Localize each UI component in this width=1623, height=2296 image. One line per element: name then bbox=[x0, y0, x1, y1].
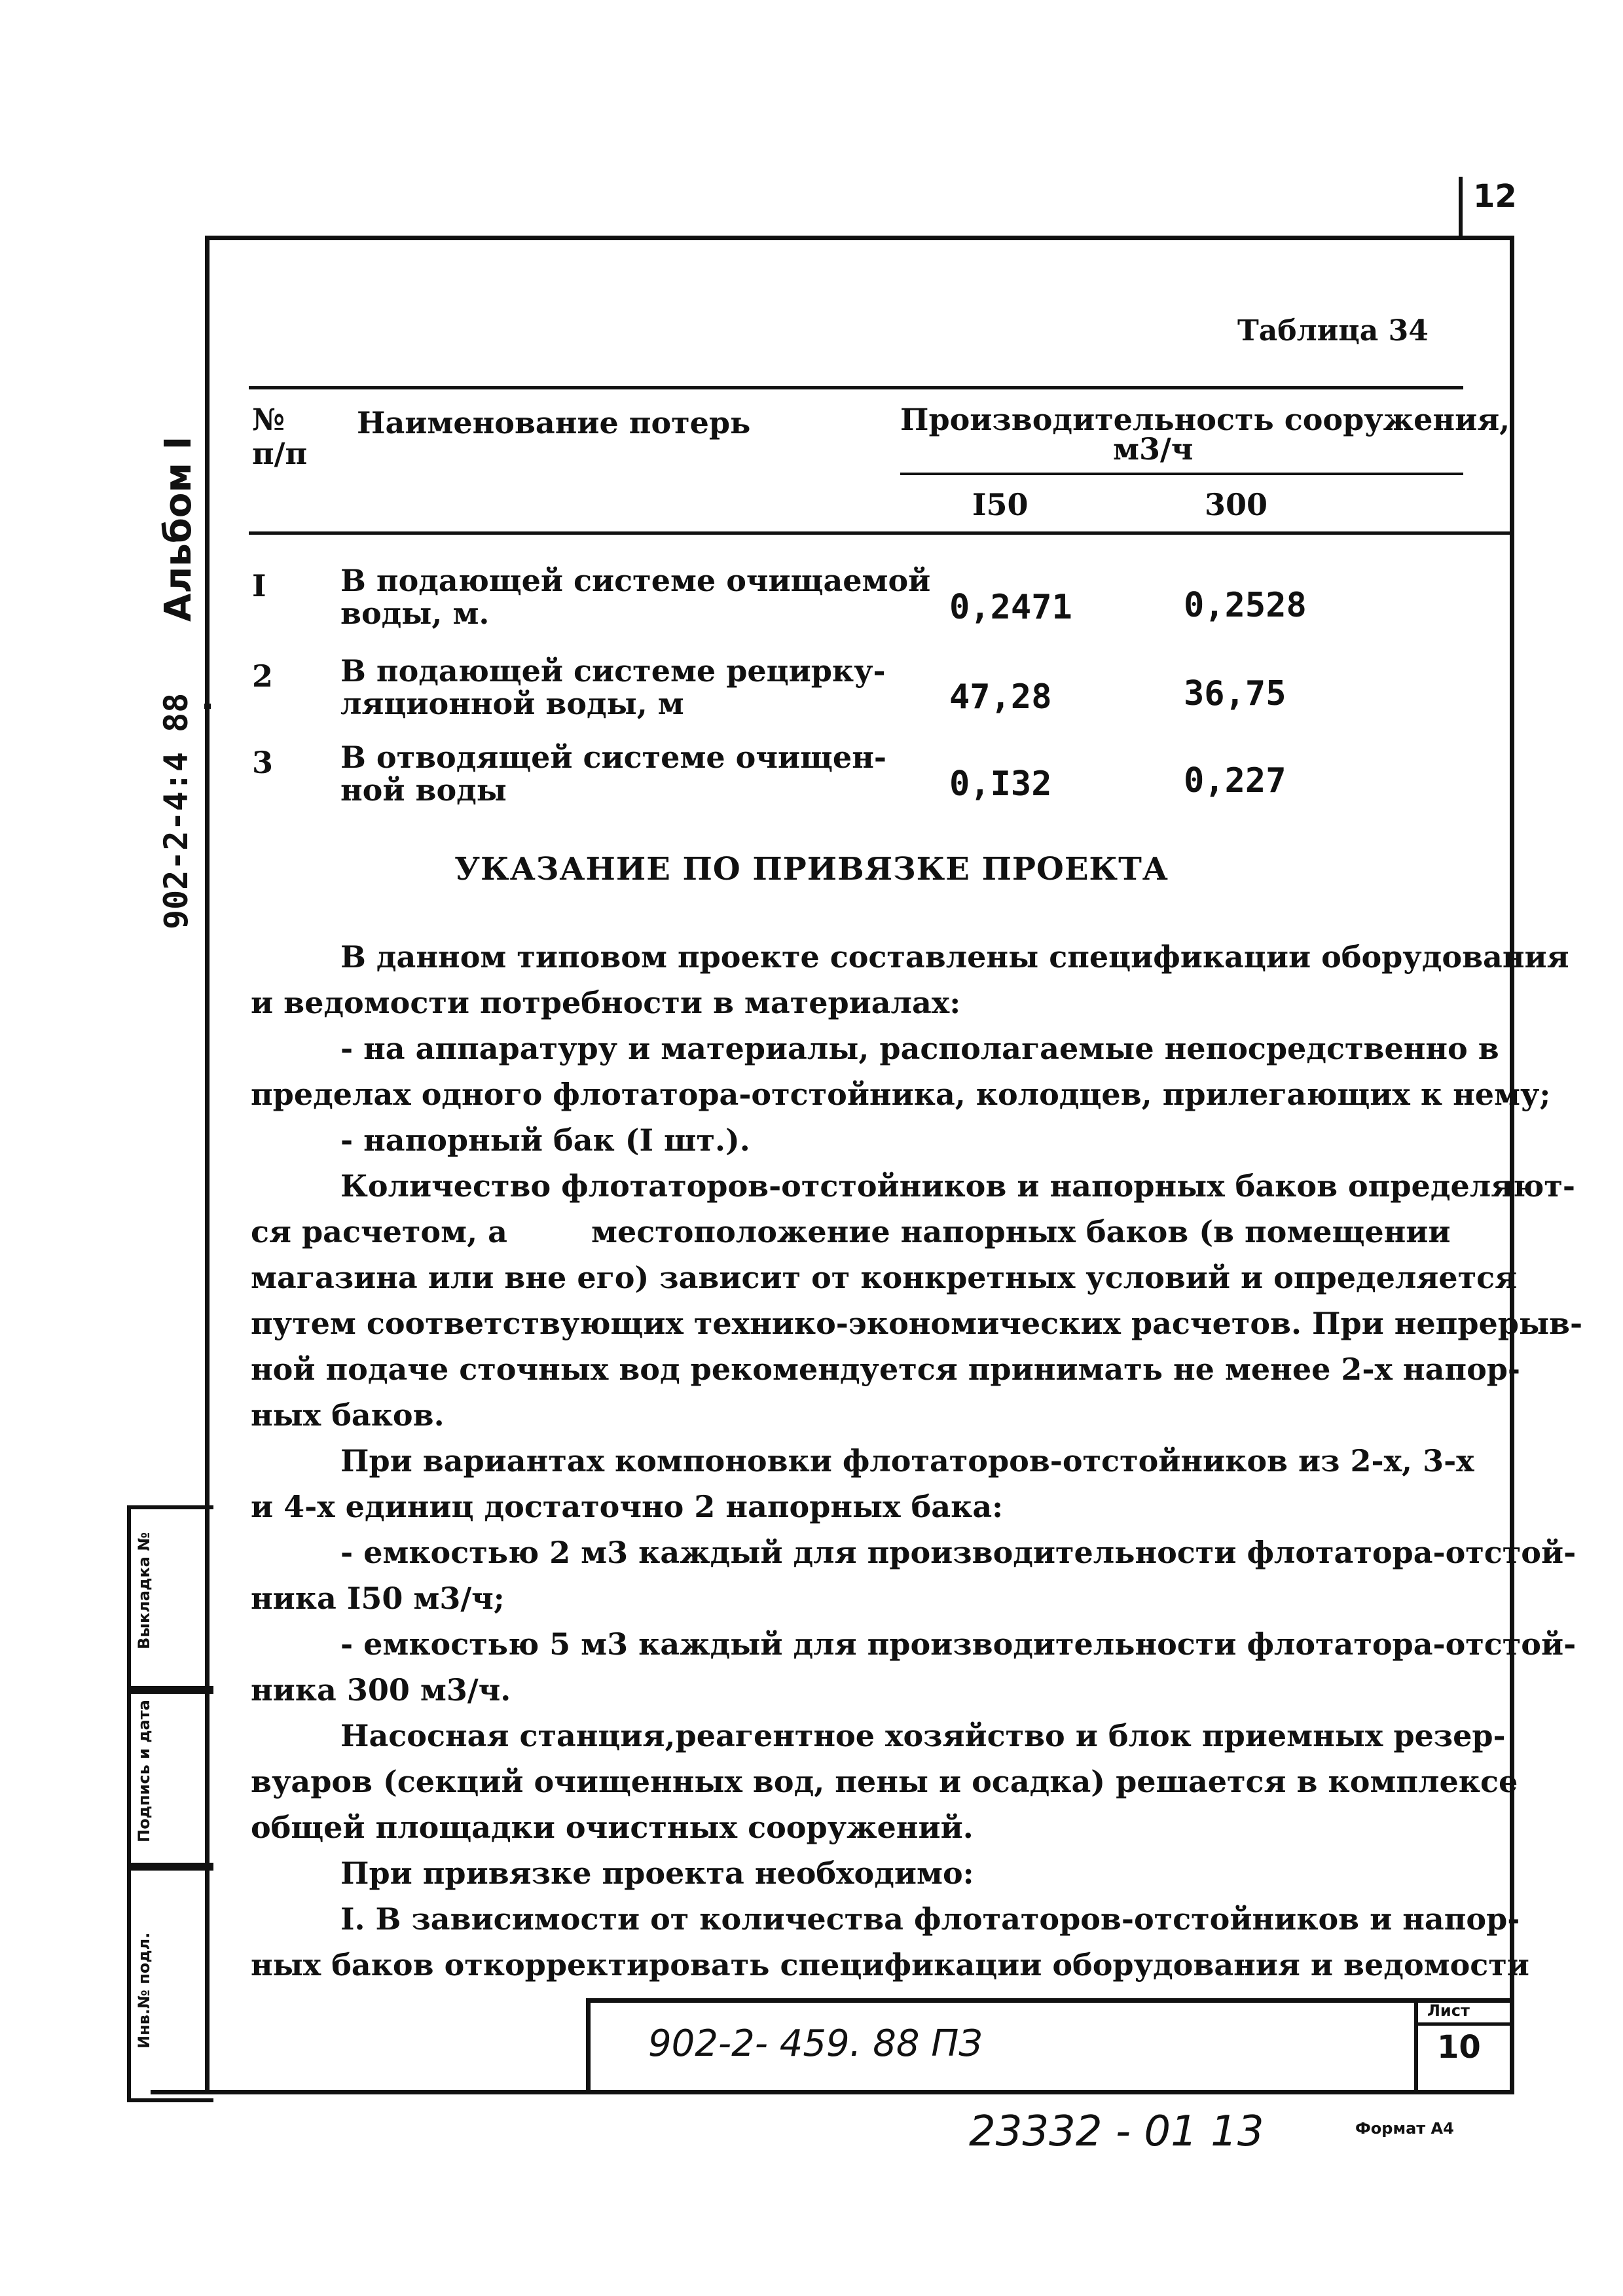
text-line-12: При вариантах компоновки флотаторов-отстойников из 2-х, 3-х bbox=[340, 1443, 1474, 1479]
text-line-16: - емкостью 5 м3 каждый для производительности флотатора-отстой- bbox=[340, 1626, 1577, 1662]
header-name: Наименование потерь bbox=[357, 405, 751, 440]
text-line-17: ника 300 м3/ч. bbox=[251, 1672, 511, 1708]
stamp-issue-label: Выкладка № bbox=[135, 1532, 153, 1649]
table-top-rule bbox=[249, 386, 1463, 389]
text-line-18: Насосная станция,реагентное хозяйство и блок приемных резер- bbox=[340, 1718, 1506, 1753]
header-col-150: I50 bbox=[972, 487, 1029, 522]
format-label: Формат А4 bbox=[1355, 2119, 1454, 2138]
text-line-1: В данном типовом проекте составлены спецификации оборудования bbox=[340, 939, 1569, 975]
row-3-value-150: 0,I32 bbox=[949, 764, 1052, 804]
sheet-number: 10 bbox=[1437, 2029, 1481, 2066]
header-sub-rule bbox=[900, 473, 1463, 475]
frame-top-border bbox=[205, 236, 1514, 240]
text-line-22: I. В зависимости от количества флотаторов-отстойников и напор- bbox=[340, 1901, 1520, 1937]
header-num: № п/п bbox=[252, 402, 308, 471]
album-label: Альбом I bbox=[157, 436, 200, 622]
row-2-value-300: 36,75 bbox=[1184, 674, 1286, 713]
row-2-value-150: 47,28 bbox=[949, 677, 1052, 717]
row-1-name-line2: воды, м. bbox=[340, 596, 490, 631]
text-line-3: - на аппаратуру и материалы, располагаемые непосредственно в bbox=[340, 1031, 1499, 1066]
row-1-num: I bbox=[252, 568, 266, 603]
text-line-9: путем соответствующих технико-экономических расчетов. При непрерыв- bbox=[251, 1306, 1583, 1341]
page-number-tick bbox=[1459, 177, 1463, 240]
row-2-num: 2 bbox=[252, 658, 274, 694]
text-line-5: - напорный бак (I шт.). bbox=[340, 1122, 750, 1158]
section-heading: УКАЗАНИЕ ПО ПРИВЯЗКЕ ПРОЕКТА bbox=[454, 851, 1169, 888]
text-line-10: ной подаче сточных вод рекомендуется принимать не менее 2-х напор- bbox=[251, 1352, 1521, 1387]
archive-number: 23332 - 01 13 bbox=[969, 2108, 1264, 2156]
stamp-inv-label: Инв.№ подл. bbox=[135, 1932, 153, 2049]
row-2-name-line1: В подающей системе рецирку- bbox=[340, 653, 886, 689]
row-3-name-line1: В отводящей системе очищен- bbox=[340, 740, 886, 775]
sheet-box-divider bbox=[1414, 2022, 1514, 2026]
row-1-value-300: 0,2528 bbox=[1184, 586, 1307, 625]
row-3-num: 3 bbox=[252, 745, 274, 780]
header-col-300: 300 bbox=[1205, 487, 1268, 522]
header-capacity: Производительность сооружения, bbox=[900, 402, 1510, 437]
sheet-label: Лист bbox=[1427, 2001, 1470, 2020]
stamp-sign-label: Подпись и дата bbox=[135, 1700, 153, 1842]
text-line-7: ся расчетом, а местоположение напорных баков (в помещении bbox=[251, 1214, 1451, 1249]
page-number: 12 bbox=[1473, 178, 1517, 215]
header-bottom-rule bbox=[249, 531, 1514, 535]
text-line-23: ных баков откорректировать спецификации оборудования и ведомости bbox=[251, 1947, 1529, 1982]
row-1-value-150: 0,2471 bbox=[949, 588, 1072, 627]
text-line-6: Количество флотаторов-отстойников и напорных баков определяют- bbox=[340, 1168, 1575, 1204]
row-1-name-line1: В подающей системе очищаемой bbox=[340, 563, 931, 598]
side-document-code: 902-2-4:4 88 bbox=[157, 692, 195, 929]
row-3-value-300: 0,227 bbox=[1184, 761, 1286, 800]
row-3-name-line2: ной воды bbox=[340, 772, 507, 808]
header-unit: м3/ч bbox=[1113, 431, 1194, 467]
text-line-15: ника I50 м3/ч; bbox=[251, 1581, 505, 1616]
text-line-21: При привязке проекта необходимо: bbox=[340, 1856, 974, 1891]
text-line-4: пределах одного флотатора-отстойника, колодцев, прилегающих к нему; bbox=[251, 1077, 1551, 1112]
text-line-14: - емкостью 2 м3 каждый для производительности флотатора-отстой- bbox=[340, 1535, 1577, 1570]
table-caption: Таблица 34 bbox=[1237, 314, 1429, 348]
side-code-tick bbox=[204, 704, 211, 709]
frame-right-border bbox=[1510, 236, 1514, 2094]
text-line-19: вуаров (секций очищенных вод, пены и осадка) решается в комплексе bbox=[251, 1764, 1518, 1799]
text-line-2: и ведомости потребности в материалах: bbox=[251, 985, 961, 1020]
text-line-13: и 4-х единиц достаточно 2 напорных бака: bbox=[251, 1489, 1004, 1524]
row-2-name-line2: ляционной воды, м bbox=[340, 686, 684, 721]
text-line-20: общей площадки очистных сооружений. bbox=[251, 1810, 974, 1845]
text-line-11: ных баков. bbox=[251, 1397, 445, 1433]
text-line-8: магазина или вне его) зависит от конкретных условий и определяется bbox=[251, 1260, 1518, 1295]
title-block-code: 902-2- 459. 88 ПЗ bbox=[648, 2022, 983, 2065]
